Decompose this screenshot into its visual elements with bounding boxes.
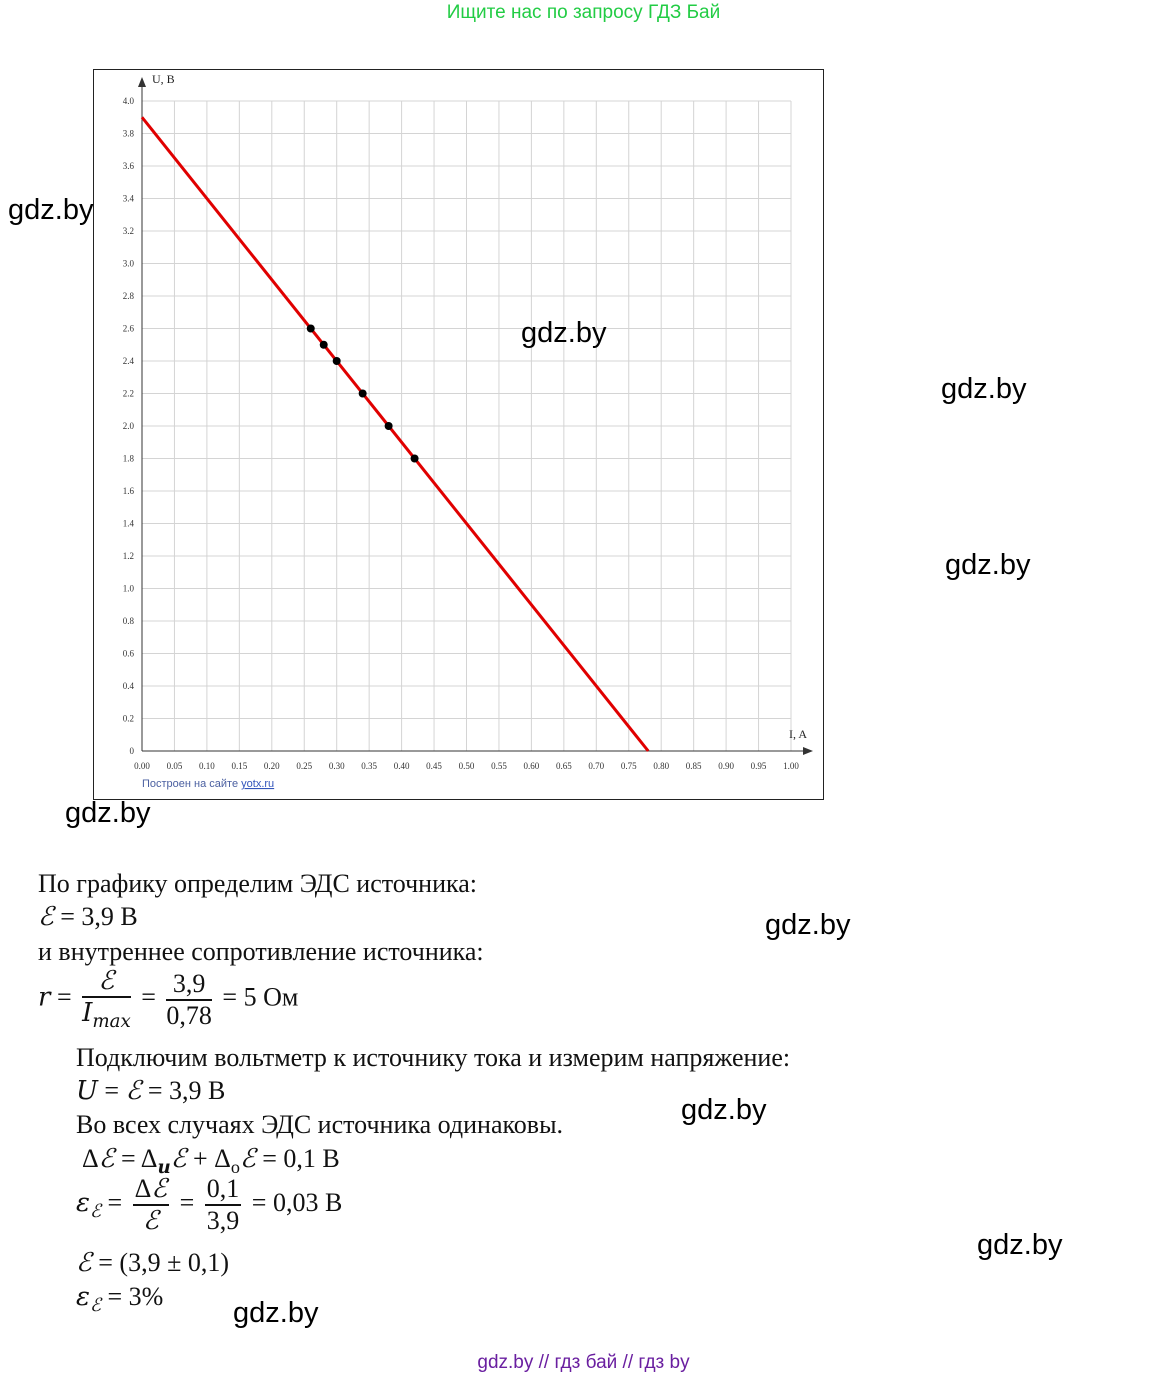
y-tick-label: 0	[129, 746, 134, 756]
delta-result: 0,1 В	[283, 1144, 340, 1173]
y-tick-label: 3.2	[122, 226, 134, 236]
y-tick-label: 3.0	[122, 258, 134, 269]
equals-sign: =	[104, 1076, 120, 1105]
credit-prefix: Построен на сайте	[142, 778, 242, 790]
instrument-sub: и	[157, 1157, 171, 1179]
y-tick-label: 1.8	[122, 453, 134, 464]
solution-line-3: и внутреннее сопротивление источника:	[38, 937, 484, 966]
equals-sign: =	[141, 982, 156, 1012]
data-point	[320, 341, 328, 349]
epsilon-symbol: ε	[76, 1282, 90, 1312]
data-point	[411, 455, 419, 463]
x-tick-label: 0.75	[620, 761, 637, 771]
fraction-denominator: 3,9	[206, 1206, 240, 1235]
chart-credit	[142, 778, 274, 790]
y-tick-label: 1.4	[122, 518, 134, 529]
epsilon-sub: ℰ	[89, 1295, 101, 1317]
voltage-equation	[76, 1078, 225, 1104]
y-tick-label: 3.8	[122, 128, 134, 139]
chart-frame	[93, 69, 824, 800]
solution-line-5: Подключим вольтметр к источнику тока и измерим напряжение:	[76, 1043, 791, 1072]
percent-equation	[76, 1284, 163, 1315]
x-tick-label: 0.30	[328, 761, 345, 771]
emf-symbol: ℰ	[151, 1174, 168, 1204]
emf-symbol: ℰ	[38, 902, 54, 932]
y-tick-label: 2.2	[122, 388, 134, 399]
y-tick-label: 1.6	[122, 486, 134, 496]
fraction-denominator: 0,78	[166, 1000, 212, 1030]
error-sum-equation	[82, 1146, 340, 1177]
x-tick-label: 0.25	[296, 761, 313, 771]
footer-links[interactable]: gdz.by // гдз бай // гдз by	[477, 1352, 690, 1373]
emf-symbol: ℰ	[170, 1144, 187, 1174]
watermark: gdz.by	[765, 909, 851, 941]
fraction-emf-over-imax	[82, 968, 131, 1031]
watermark: gdz.by	[65, 797, 151, 829]
top-banner[interactable]: Ищите нас по запросу ГДЗ Бай	[446, 2, 721, 23]
equals-sign: =	[262, 1144, 277, 1173]
x-tick-label: 0.20	[263, 761, 280, 771]
percent-value: 3%	[128, 1282, 164, 1311]
delta-symbol: Δ	[214, 1144, 231, 1173]
equals-sign: =	[222, 982, 238, 1012]
equals-sign: =	[60, 902, 75, 931]
solution-line-1: По графику определим ЭДС источника:	[38, 869, 477, 898]
y-tick-label: 3.4	[122, 193, 134, 204]
x-tick-label: 1.00	[783, 761, 799, 771]
eps-result: 0,03 В	[272, 1187, 343, 1217]
fraction-denominator	[82, 998, 131, 1031]
delta-symbol: Δ	[140, 1144, 158, 1173]
x-tick-label: 0.55	[491, 761, 507, 771]
fit-line	[142, 117, 648, 751]
watermark: gdz.by	[977, 1229, 1063, 1261]
watermark: gdz.by	[233, 1297, 319, 1329]
delta-symbol: Δ	[134, 1174, 152, 1203]
fraction-numerator	[133, 1176, 169, 1206]
watermark: gdz.by	[681, 1094, 767, 1126]
equals-sign: =	[98, 1248, 113, 1277]
emf-value: 3,9 В	[81, 902, 138, 931]
imax-base: I	[82, 998, 93, 1028]
y-axis-label: U, B	[152, 72, 175, 86]
fraction-numerator: 3,9	[166, 971, 212, 1001]
y-tick-label: 2.6	[122, 323, 134, 334]
equals-sign: =	[120, 1144, 136, 1173]
y-tick-label: 1.2	[122, 551, 134, 561]
watermark: gdz.by	[521, 317, 607, 349]
equals-sign: =	[56, 982, 72, 1012]
y-tick-label: 2.0	[122, 421, 134, 431]
r-symbol: r	[38, 982, 51, 1013]
credit-link[interactable]: yotx.ru	[241, 778, 275, 790]
x-tick-label: 0.80	[653, 761, 670, 771]
y-tick-label: 4.0	[122, 96, 134, 106]
emf-symbol: ℰ	[98, 1144, 115, 1174]
fraction-denominator: ℰ	[143, 1206, 159, 1236]
fraction-numerator: ℰ	[82, 968, 131, 998]
y-tick-label: 0.4	[122, 681, 134, 691]
x-tick-label: 0.40	[393, 761, 410, 771]
resistance-equation	[38, 968, 298, 1031]
fraction-numeric	[205, 1176, 242, 1234]
y-tick-label: 0.2	[122, 713, 134, 724]
data-point	[359, 390, 367, 398]
interval-value: (3,9 ± 0,1)	[119, 1248, 230, 1277]
interval-equation	[76, 1250, 229, 1276]
fraction-numerator: 0,1	[205, 1176, 242, 1206]
x-tick-label: 0.00	[134, 761, 150, 771]
y-tick-label: 2.4	[122, 356, 134, 366]
delta-symbol: Δ	[82, 1144, 99, 1173]
plus-sign: +	[192, 1144, 208, 1173]
watermark: gdz.by	[8, 194, 94, 226]
data-point	[333, 357, 341, 365]
x-tick-label: 0.50	[458, 761, 475, 771]
u-symbol: U	[76, 1076, 98, 1106]
y-tick-label: 0.6	[122, 648, 134, 659]
relative-error-equation	[76, 1176, 342, 1234]
x-tick-label: 0.05	[166, 761, 183, 771]
y-tick-label: 1.0	[122, 583, 134, 594]
x-tick-label: 0.10	[199, 761, 215, 771]
y-axis-arrow	[138, 77, 146, 87]
x-tick-label: 0.45	[426, 761, 442, 771]
x-tick-label: 0.85	[685, 761, 702, 771]
chart	[94, 70, 823, 799]
equals-sign: =	[251, 1187, 267, 1217]
x-axis-label: I, A	[789, 727, 807, 741]
watermark: gdz.by	[941, 373, 1027, 405]
fraction-delta-over-emf	[133, 1176, 169, 1234]
r-result: 5 Ом	[243, 982, 299, 1012]
equals-sign: =	[107, 1282, 123, 1311]
x-tick-label: 0.95	[750, 761, 767, 771]
imax-sub: max	[92, 1011, 131, 1033]
epsilon-sub: ℰ	[89, 1201, 101, 1223]
y-tick-label: 2.8	[122, 291, 134, 301]
x-tick-label: 0.35	[361, 761, 378, 771]
watermark: gdz.by	[945, 549, 1031, 581]
x-tick-label: 0.15	[231, 761, 248, 771]
emf-value: 3,9 В	[169, 1076, 226, 1105]
x-axis-arrow	[803, 747, 813, 755]
x-tick-label: 0.90	[718, 761, 734, 771]
reading-sub: о	[230, 1157, 240, 1178]
y-tick-label: 0.8	[122, 616, 134, 626]
data-point	[307, 325, 315, 333]
emf-symbol: ℰ	[239, 1144, 256, 1174]
solution-line-7: Во всех случаях ЭДС источника одинаковы.	[76, 1110, 564, 1139]
fraction-numeric	[166, 968, 212, 1030]
equals-sign: =	[107, 1187, 123, 1217]
x-tick-label: 0.70	[588, 761, 605, 771]
y-tick-label: 3.6	[122, 161, 134, 171]
x-tick-label: 0.65	[555, 761, 572, 771]
emf-equation	[38, 904, 138, 930]
emf-symbol: ℰ	[76, 1248, 92, 1278]
equals-sign: =	[147, 1076, 163, 1105]
x-tick-label: 0.60	[523, 761, 540, 771]
emf-symbol: ℰ	[125, 1076, 142, 1106]
data-point	[385, 422, 393, 430]
epsilon-symbol: ε	[76, 1187, 90, 1218]
equals-sign: =	[179, 1187, 195, 1217]
